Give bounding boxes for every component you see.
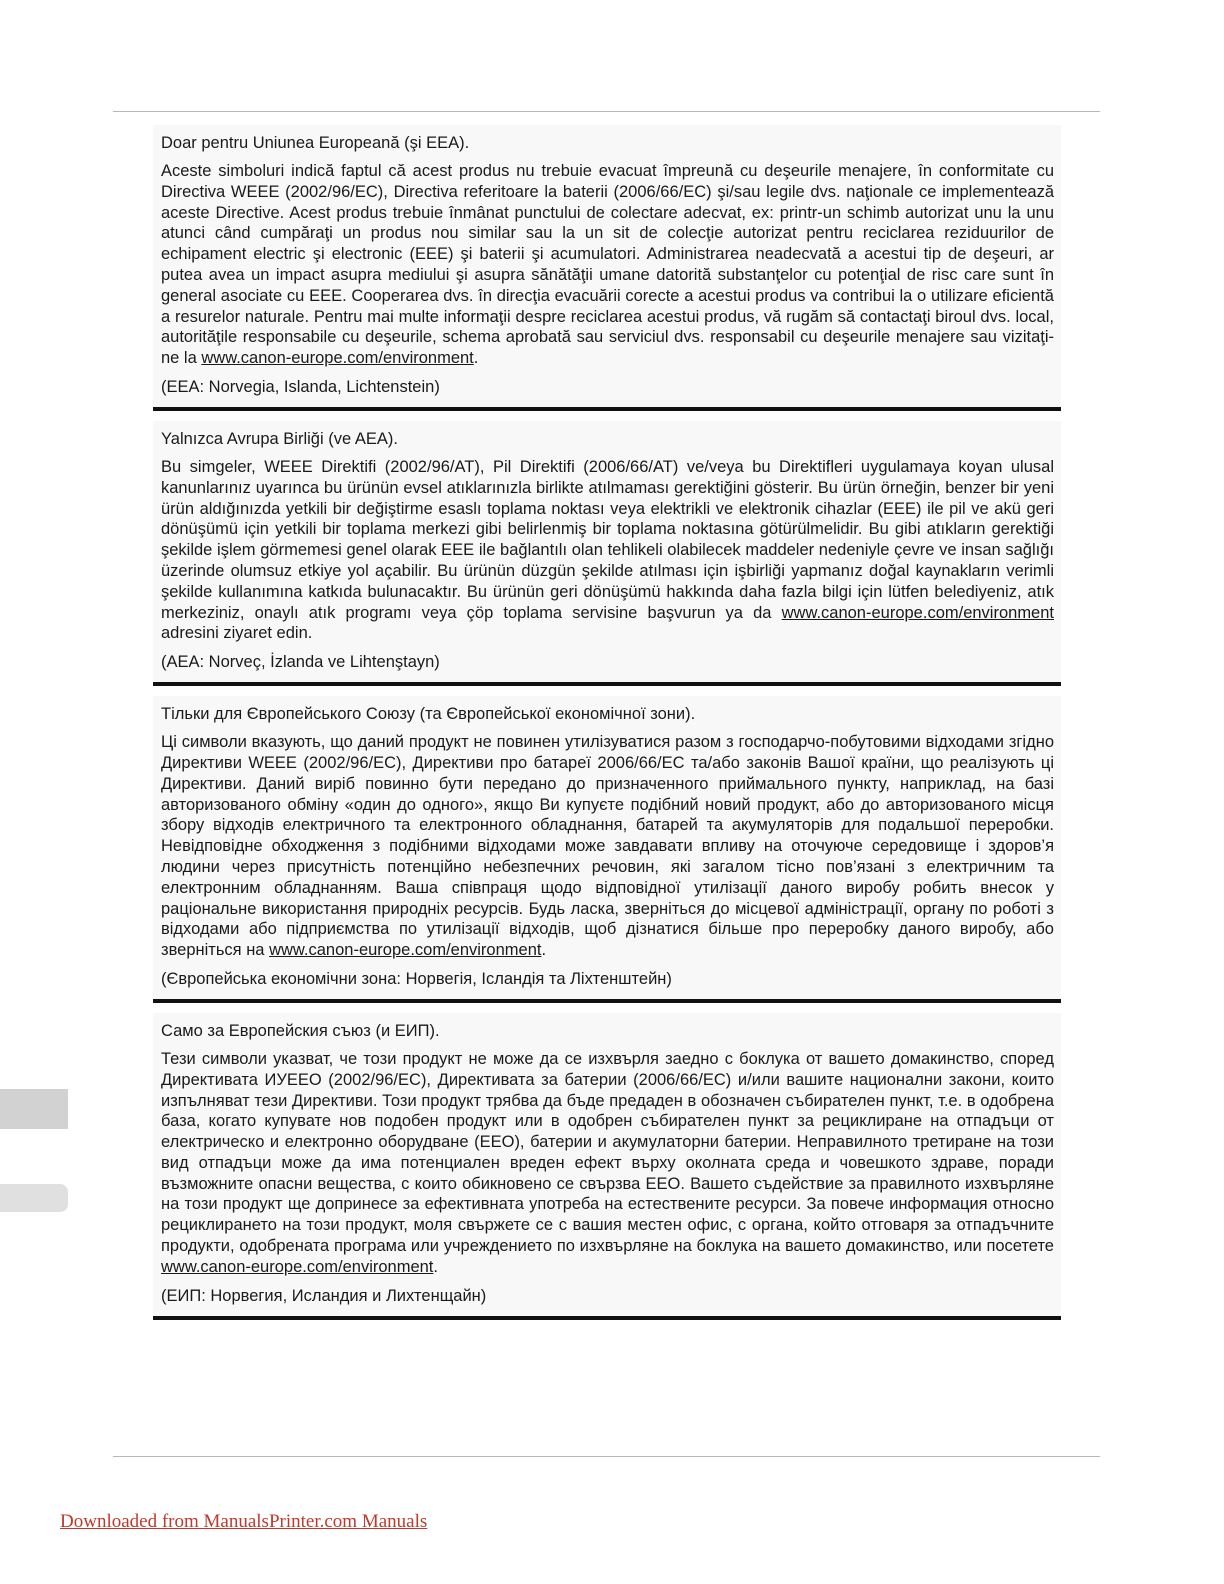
section-body <box>161 457 1054 644</box>
environment-link[interactable]: www.canon-europe.com/environment <box>161 1257 434 1276</box>
section-heading: Само за Европейския съюз (и ЕИП). <box>161 1021 440 1040</box>
section-body <box>161 1049 1054 1278</box>
section-turkish <box>153 421 1061 686</box>
environment-link[interactable]: www.canon-europe.com/environment <box>201 349 474 368</box>
section-footnote: (Європейська економічни зона: Норвегія, Ісландія та Ліхтенштейн) <box>161 969 672 988</box>
body-text-end: . <box>541 941 547 960</box>
bottom-rule <box>113 1456 1100 1457</box>
section-footnote: (EEA: Norvegia, Islanda, Lichtenstein) <box>161 377 440 396</box>
body-text: Ці символи вказують, що даний продукт не повинен утилізуватися разом з господарчо-побутовими відходами згідно Директиви WEEE (2002/96/EC), Директиви про батареї 2006/66/EC та/або законів Вашої країни, що реалізують ці Директиви. Даний виріб повинно бути передано до призначенного приймального пункту, наприклад, на базі авторизованого обміну «один до одного», якщо Ви купуєте подібний новий продукт, або до авторизованого місця збору відходів електричного та електронного обладнання, батарей та акумуляторів для подальшої переробки. Невідповідне обходження з подібними відходами може завдавати впливу на оточуюче середовище і здоров’я людини через присутність потенційно небезпечних речовин, які загалом тісно пов’язані з електричним та електронним обладнанням. Ваша співпраця щодо відповідної утилізації даного виробу робить внесок у раціональне використання природніх ресурсів. Будь ласка, зверніться до місцевої адміністрації, органу по роботі з відходами або підприємства по утилізації відходів, щоб дізнатися більше про переробку даного виробу, або зверніться на <box>161 733 1054 960</box>
body-text-end: . <box>433 1257 438 1276</box>
top-rule <box>113 111 1100 112</box>
section-bulgarian <box>153 1013 1061 1320</box>
download-source-link[interactable]: Downloaded from ManualsPrinter.com Manuals <box>60 1511 428 1532</box>
weee-notice-content <box>153 125 1061 1330</box>
body-text: Aceste simboluri indică faptul că acest produs nu trebuie evacuat împreună cu deşeurile menajere, în conformitate cu Directiva WEEE (2002/96/EC), Directiva referitoare la baterii (2006/66/EC) şi/sau legile dvs. naţionale ce implementează aceste Directive. Acest produs trebuie înmânat punctului de colectare adecvat, ex: printr-un schimb autorizat unu la unu atunci când cumpăraţi un produs nou similar sau la un sit de colecţie autorizat pentru reciclarea reziduurilor de echipament electric şi electronic (EEE) şi baterii şi acumulatori. Administrarea neadecvată a acestui tip de deşeuri, ar putea avea un impact asupra mediului şi asupra sănătăţii umane datorită substanţelor cu potenţial de risc care sunt în general asociate cu EEE. Cooperarea dvs. în direcţia evacuării corecte a acestui produs va contribui la o utilizare eficientă a resurelor naturale. Pentru mai multe informaţii despre reciclarea acestui produs, vă rugăm să contactaţi biroul dvs. local, autorităţile responsabile cu deşeurile, schema aprobată sau serviciul dvs. responsabil cu deşeurile menajere sau vizitaţi-ne la <box>161 162 1054 368</box>
body-text-end: adresini ziyaret edin. <box>161 624 313 643</box>
body-text: Bu simgeler, WEEE Direktifi (2002/96/AT), Pil Direktifi (2006/66/AT) ve/veya bu Direktifleri uygulamaya koyan ulusal kanunlarınız uyarınca bu ürünün evsel atıklarınızla birlikte atılmaması gerektiğini gösterir. Bu ürün örneğin, benzer bir yeni ürün aldığınızda yetkili bir değiştirme esaslı toplama noktası veya elektrikli ve elektronik cihazlar (EEE) ile pil ve akü geri dönüşümü için yetkili bir toplama merkezi gibi belirlenmiş bir toplama noktasına götürülmelidir. Bu gibi atıkların gerektiği şekilde işlem görmemesi genel olarak EEE ile bağlantılı olan tehlikeli olabilecek maddeler nedeniyle çevre ve insan sağlığı üzerinde olumsuz etkiye yol açabilir. Bu ürünün düzgün şekilde atılması için işbirliği yapmanız doğal kaynakların verimli şekilde kullanımına katkıda bulunacaktır. Bu ürünün geri dönüşümü hakkında daha fazla bilgi için lütfen belediyeniz, atık merkeziniz, onaylı atık programı veya çöp toplama servisine başvurun ya da <box>161 457 1054 622</box>
section-heading: Yalnızca Avrupa Birliği (ve AEA). <box>161 429 398 448</box>
environment-link[interactable]: www.canon-europe.com/environment <box>781 603 1054 622</box>
section-romanian <box>153 125 1061 411</box>
environment-link[interactable]: www.canon-europe.com/environment <box>269 941 542 960</box>
section-body <box>161 161 1054 369</box>
chapter-tab <box>0 1089 68 1129</box>
section-heading: Doar pentru Uniunea Europeană (şi EEA). <box>161 134 470 152</box>
section-footnote: (ЕИП: Норвегия, Исландия и Лихтенщайн) <box>161 1286 487 1305</box>
section-heading: Тільки для Європейського Союзу (та Європейської економічної зони). <box>161 705 696 724</box>
body-text-end: . <box>473 349 479 368</box>
section-footnote: (AEA: Norveç, İzlanda ve Lihtenştayn) <box>161 653 440 672</box>
section-ukrainian <box>153 696 1061 1003</box>
section-body <box>161 732 1054 961</box>
body-text: Тези символи указват, че този продукт не може да се изхвърля заедно с боклука от вашето домакинство, според Директивата ИУЕЕО (2002/96/EC), Директивата за батерии (2006/66/EC) и/или вашите национални закони, които изпълняват тези Директиви. Този продукт трябва да бъде предаден в обозначен събирателен пункт, т.е. в одобрена база, когато купувате нов подобен продукт или в одобрен събирателен пункт за рециклиране на отпадъци от електрическо и електронно оборудване (ЕЕО), батерии и акумулаторни батерии. Неправилното третиране на този вид отпадъци може да има потенциален вреден ефект върху околната среда и човешкото здраве, поради възможните опасни вещества, с които обикновено се свързва ЕЕО. Вашето съдействие за правилното изхвърляне на този продукт ще допринесе за ефективната употреба на естествените ресурси. За повече информация относно рециклирането на този продукт, моля свържете се с вашия местен офис, с органа, който отговаря за отпадъчните продукти, одобрената програма или учреждението по изхвърляне на боклука на вашето домакинство, или посетете <box>161 1049 1054 1256</box>
chapter-tab-secondary <box>0 1184 68 1212</box>
